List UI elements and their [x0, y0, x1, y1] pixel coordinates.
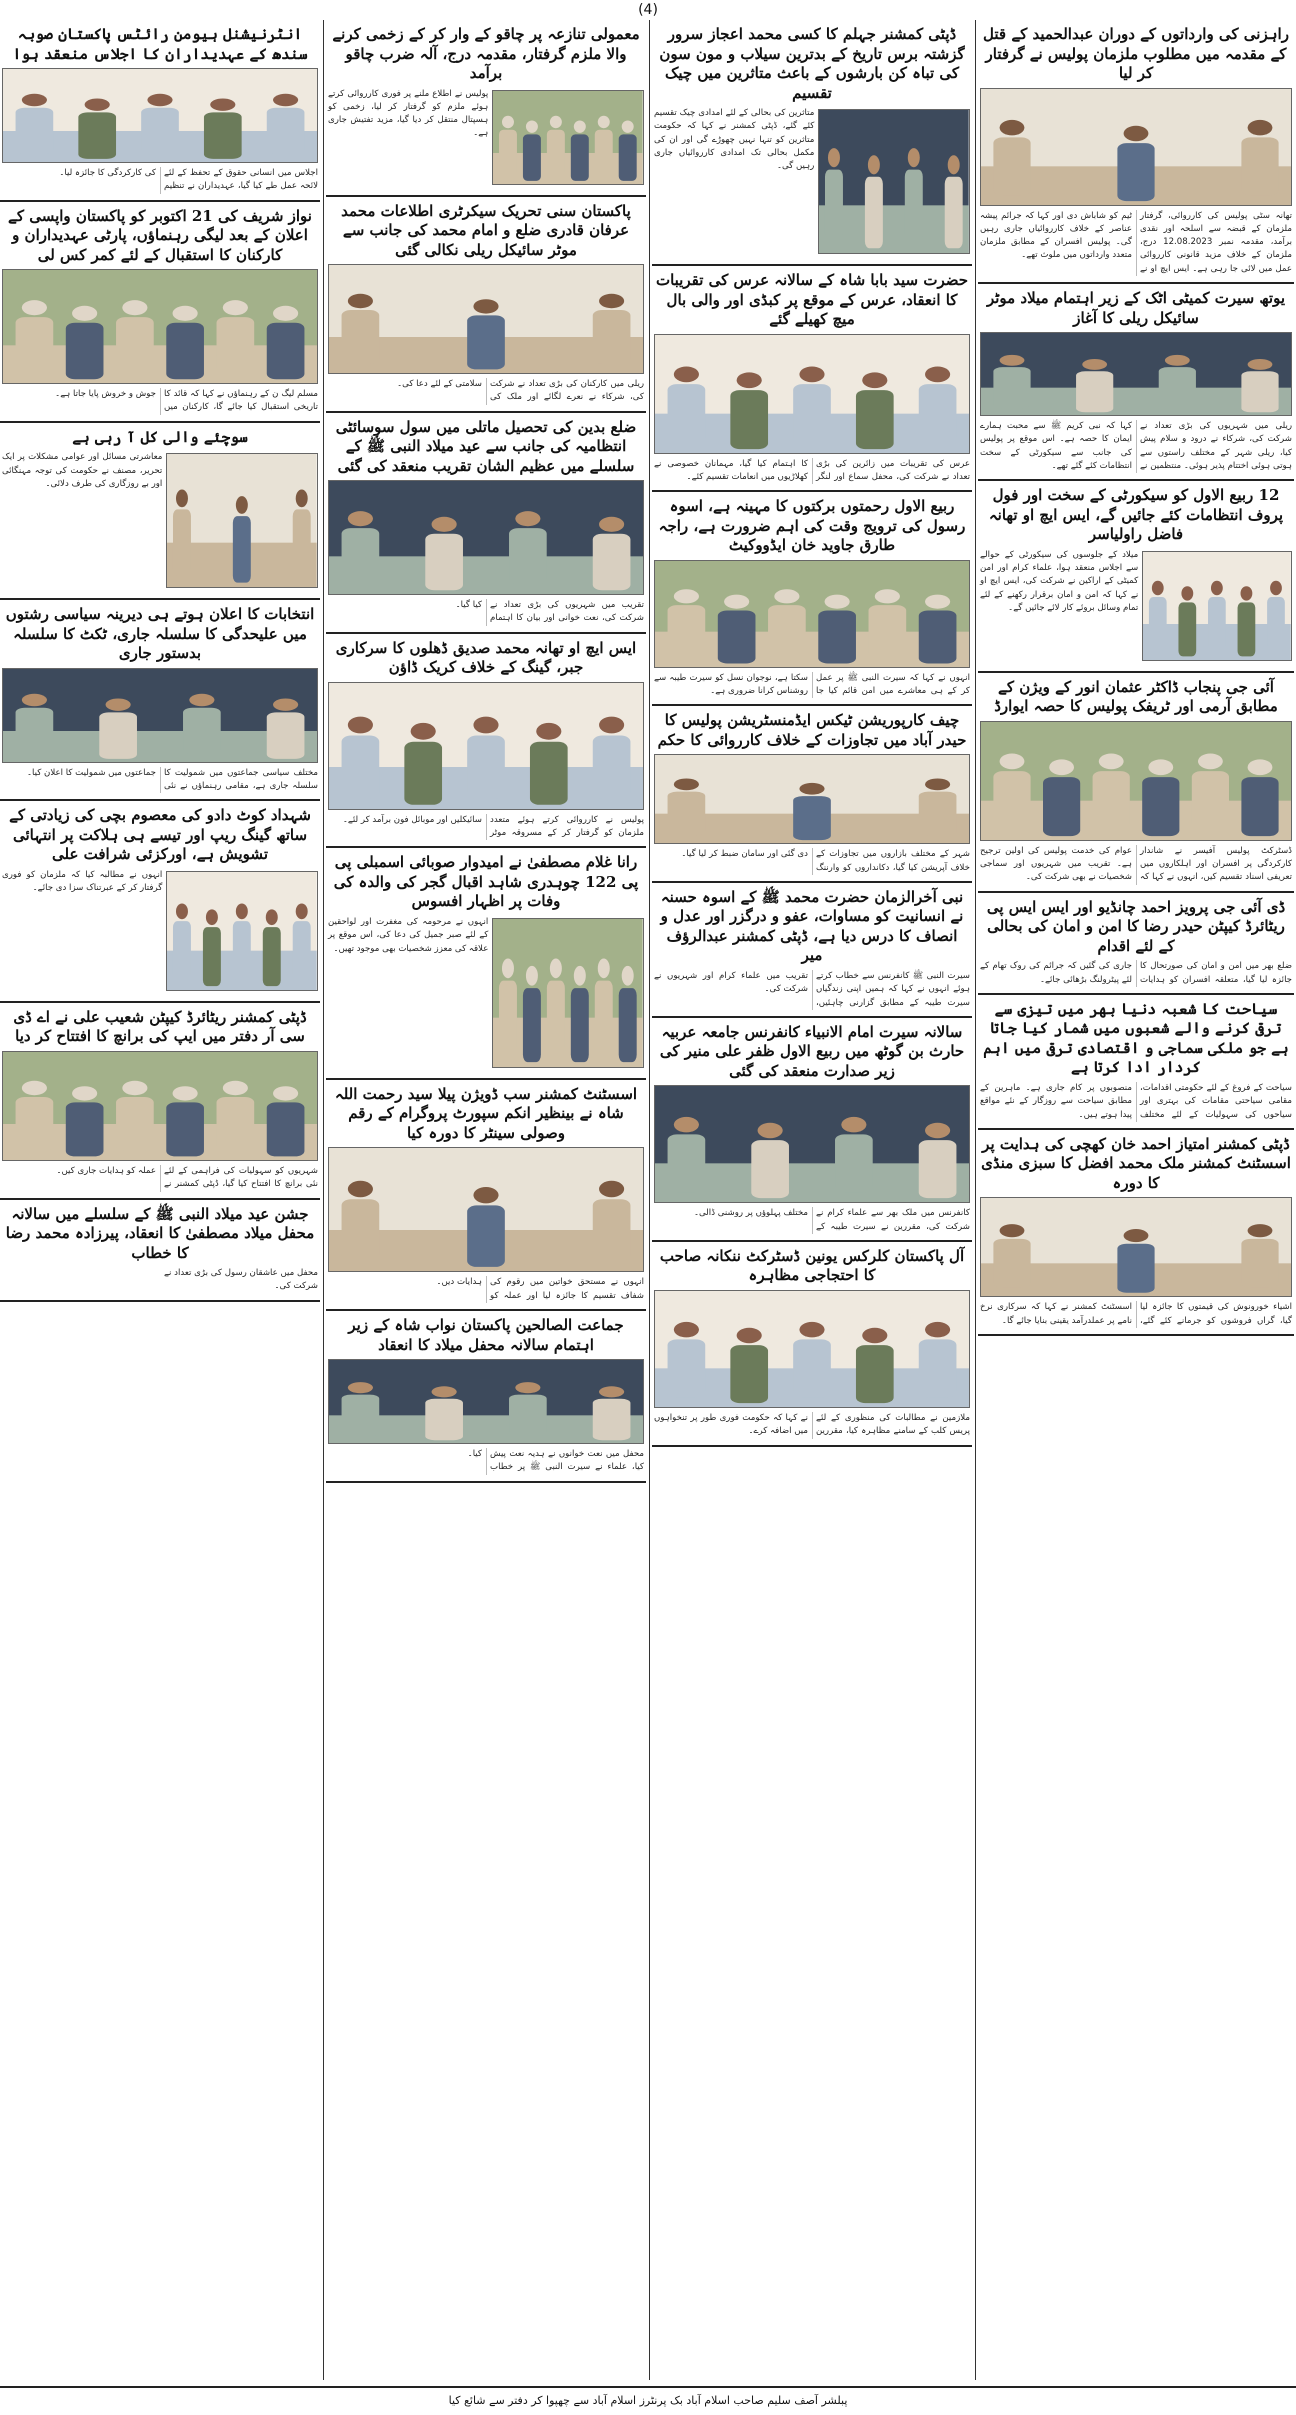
page-number: (4) [638, 2, 658, 18]
story-body: میلاد کے جلوسوں کی سیکورٹی کے حوالے سے اجلاس منعقد ہوا، علماء کرام اور امن کمیٹی کے اراکین نے شرکت کی، ایس ایچ او نے کہا کہ امن و امان برقرار رکھنے کے لئے تمام وسائل بروئے کار لائے جائیں گے۔ [980, 549, 1139, 614]
story-headline: ایس ایچ او تھانہ محمد صدیق ڈھلوں کا سرکاری جبر، گینگ کے خلاف کریک ڈاؤن [335, 638, 637, 677]
news-story [652, 1242, 972, 1447]
story-body: محفل میں عاشقان رسول کی بڑی تعداد نے شرکت کی۔ [164, 1268, 318, 1292]
story-body: ضلع بھر میں امن و امان کی صورتحال کا جائزہ لیا گیا، متعلقہ افسران کو ہدایات جاری کی گئیں کہ جرائم کی روک تھام کے لئے پیٹرولنگ بڑھائی جائے۔ [980, 961, 1292, 985]
news-story [0, 423, 320, 601]
story-headline: جماعت الصالحین پاکستان نواب شاہ کے زیر اہتمام سالانہ محفل میلاد کا انعقاد [348, 1316, 624, 1354]
news-photo [2, 68, 318, 163]
column-4 [0, 20, 320, 2380]
news-story [978, 1130, 1294, 1336]
story-headline: نبی آخرالزمان حضرت محمد ﷺ کے اسوہ حسنہ نے انسانیت کو مساوات، عفو و درگزر اور عدل و انصاف کا درس دیا ہے، ڈپٹی کمشنر عبدالرؤف میر [660, 887, 964, 965]
news-photo [492, 918, 644, 1068]
story-headline: جشن عید میلاد النبی ﷺ کے سلسلے میں سالانہ محفل میلاد مصطفیٰ کا انعقاد، پیرزادہ محمد رضا کا خطاب [5, 1204, 315, 1262]
news-photo [2, 1051, 318, 1161]
story-body: انہوں نے مطالبہ کیا کہ ملزمان کو فوری گرفتار کر کے عبرتناک سزا دی جائے۔ [2, 869, 163, 894]
story-body: انہوں نے مستحق خواتین میں رقوم کی شفاف تقسیم کا جائزہ لیا اور عملہ کو ہدایات دیں۔ [436, 1277, 644, 1301]
news-photo [2, 269, 318, 384]
news-photo [654, 1290, 970, 1408]
story-headline: ڈپٹی کمشنر جہلم کا کسی محمد اعجاز سرور گزشتہ برس تاریخ کے بدترین سیلاب و مون سون کی تباہ کن بارشوں کے باعث متاثرین میں چیک تقسیم [659, 25, 965, 102]
news-story [978, 673, 1294, 893]
story-headline: انتخابات کا اعلان ہوتے ہی دیرینہ سیاسی رشتوں میں علیحدگی کا سلسلہ جاری، ٹکٹ کا سلسلہ بدستور جاری [5, 605, 315, 663]
news-story [978, 20, 1294, 284]
story-headline: 12 ربیع الاول کو سیکورٹی کے سخت اور فول پروف انتظامات کئے جائیں گے، ایس ایچ او تھانہ فاضل راولیاسر [988, 486, 1284, 544]
story-body: مختلف سیاسی جماعتوں میں شمولیت کا سلسلہ جاری ہے، مقامی رہنماؤں نے نئی جماعتوں میں شمولیت کا اعلان کیا۔ [26, 767, 318, 792]
story-body: ریلی میں کارکنان کی بڑی تعداد نے شرکت کی، شرکاء نے نعرے لگائے اور ملک کی سلامتی کے لئے دعا کی۔ [397, 379, 644, 403]
news-photo [980, 88, 1292, 206]
story-headline: آئی جی پنجاب ڈاکٹر عثمان انور کے ویژن کے مطابق آرمی اور ٹریفک پولیس کا حصہ ایوارڈ [994, 677, 1278, 716]
story-headline: پاکستان سنی تحریک سیکرٹری اطلاعات محمد عرفان قادری ضلع و امام محمد کی جانب سے موٹر سائیکل ریلی نکالی گئی [341, 201, 631, 259]
news-story [0, 20, 320, 202]
news-story [326, 20, 646, 197]
news-photo [328, 682, 644, 810]
story-body: اشیاء خورونوش کی قیمتوں کا جائزہ لیا گیا، گراں فروشوں کو جرمانے کئے گئے، اسسٹنٹ کمشنر نے کہا کہ سرکاری نرخ نامے پر عملدرآمد یقینی بنایا جائے گا۔ [980, 1302, 1292, 1326]
story-headline: رانا غلام مصطفیٰ نے امیدوار صوبائی اسمبلی پی پی 122 چوہدری شاہد اقبال گجر کی والدہ کی وفات پر اظہار افسوس [333, 853, 639, 911]
news-story [326, 848, 646, 1080]
news-story [0, 801, 320, 1003]
news-story [652, 883, 972, 1018]
story-body: اجلاس میں انسانی حقوق کے تحفظ کے لئے لائحہ عمل طے کیا گیا، عہدیداران نے تنظیم کی کارکردگی کا جائزہ لیا۔ [59, 168, 318, 192]
story-headline: حضرت سید بابا شاہ کے سالانہ عرس کی تقریبات کا انعقاد، عرس کے موقع پر کبڈی اور والی بال میچ کھیلے گئے [655, 271, 969, 328]
news-story [652, 266, 972, 492]
story-headline: ربیع الاول رحمتوں برکتوں کا مہینہ ہے، اسوہ رسول کی ترویج وقت کی اہم ضرورت ہے، راجہ طارق جاوید خان ایڈووکیٹ [658, 497, 966, 555]
news-photo [980, 721, 1292, 841]
story-body: پولیس نے کارروائی کرتے ہوئے متعدد ملزمان کو گرفتار کر کے مسروقہ موٹر سائیکلیں اور موبائل فون برآمد کر لئے۔ [342, 814, 644, 839]
story-body: سیرت النبی ﷺ کانفرنس سے خطاب کرتے ہوئے انہوں نے کہا کہ ہمیں اپنی زندگیاں سیرت طیبہ کے مطابق گزارنی چاہئیں، تقریب میں علماء کرام اور شہریوں نے شرکت کی۔ [654, 970, 970, 1008]
story-body: کانفرنس میں ملک بھر سے علماء کرام نے شرکت کی، مقررین نے سیرت طیبہ کے مختلف پہلوؤں پر روشنی ڈالی۔ [693, 1208, 970, 1232]
story-headline: اسسٹنٹ کمشنر سب ڈویژن پیلا سید رحمت اللہ شاہ نے بینظیر انکم سپورٹ پروگرام کے رقم وصولی سینٹر کا دورہ کیا [334, 1084, 638, 1142]
news-photo [1142, 551, 1292, 661]
story-headline: آل پاکستان کلرکس یونین ڈسٹرکٹ ننکانہ صاحب کا احتجاجی مظاہرہ [659, 1246, 965, 1285]
news-photo [980, 1197, 1292, 1297]
news-photo [654, 754, 970, 844]
column-2 [652, 20, 972, 2380]
story-body: محفل میں نعت خوانوں نے ہدیہ نعت پیش کیا، علماء نے سیرت النبی ﷺ پر خطاب کیا۔ [467, 1449, 644, 1473]
news-story [652, 492, 972, 706]
news-story [0, 1003, 320, 1200]
column-1 [978, 20, 1294, 2380]
story-headline: راہزنی کی وارداتوں کے دوران عبدالحمید کے قتل کے مقدمہ میں مطلوب ملزمان پولیس نے گرفتار کر لیا [983, 25, 1289, 82]
news-story [0, 600, 320, 801]
story-body: انہوں نے کہا کہ سیرت النبی ﷺ پر عمل کر کے ہی معاشرے میں امن قائم کیا جا سکتا ہے، نوجوان نسل کو سیرت طیبہ سے روشناس کرانا ضروری ہے۔ [654, 672, 970, 696]
news-story [0, 202, 320, 423]
news-photo [980, 332, 1292, 416]
news-story [978, 995, 1294, 1130]
news-photo [2, 668, 318, 763]
column-3 [326, 20, 646, 2380]
news-photo [492, 90, 644, 185]
story-body: انہوں نے مرحومہ کی مغفرت اور لواحقین کے لئے صبر جمیل کی دعا کی، اس موقع پر علاقہ کی معزز شخصیات بھی موجود تھیں۔ [328, 916, 489, 954]
story-headline: شہداد کوٹ دادو کی معصوم بچی کی زیادتی کے ساتھ گینگ ریپ اور تیسے ہی ہلاکت پر انتہائی تشویش ہے، اورکزئی شرافت علی [9, 806, 311, 864]
story-headline: چیف کارپوریشن ٹیکس ایڈمنسٹریشن پولیس کا حیدر آباد میں تجاوزات کے خلاف کارروائی کا حکم [657, 711, 967, 749]
story-headline: معمولی تنازعہ پر چاقو کے وار کر کے زخمی کرنے والا ملزم گرفتار، مقدمہ درج، آلہ ضرب چاقو برآمد [332, 25, 640, 82]
story-body: عرس کی تقریبات میں زائرین کی بڑی تعداد نے شرکت کی، محفل سماع اور لنگر کا اہتمام کیا گیا، مہمانان خصوصی نے کھلاڑیوں میں انعامات تقسیم کئے۔ [654, 458, 970, 482]
story-headline: ڈی آئی جی پرویز احمد چانڈیو اور ایس ایس پی ریٹائرڈ کیپٹن حیدر رضا کا امن و امان کی بحالی کے لئے اقدام [986, 897, 1286, 955]
news-photo [166, 871, 318, 991]
news-story [326, 1311, 646, 1483]
story-headline: ڈپٹی کمشنر ریٹائرڈ کیپٹن شعیب علی نے اے ڈی سی آر دفتر میں ایپ کی برانچ کا افتتاح کر دیا [13, 1007, 307, 1046]
story-body: سیاحت کے فروغ کے لئے حکومتی اقدامات، مقامی سیاحتی مقامات کی بہتری اور سیاحوں کی سہولیات کے لئے مختلف منصوبوں پر کام جاری ہے۔ ماہرین کے مطابق سیاحت سے روزگار کے نئے مواقع پیدا ہوتے ہیں۔ [980, 1082, 1292, 1120]
news-story [326, 413, 646, 634]
news-photo [328, 1147, 644, 1272]
news-story [326, 197, 646, 413]
news-photo [328, 1359, 644, 1444]
story-body: مسلم لیگ ن کے رہنماؤں نے کہا کہ قائد کا تاریخی استقبال کیا جائے گا، کارکنان میں جوش و خروش پایا جاتا ہے۔ [55, 389, 318, 413]
story-body: ریلی میں شہریوں کی بڑی تعداد نے شرکت کی، شرکاء نے درود و سلام پیش کیا، ریلی شہر کے مختلف راستوں سے ہوتی ہوئی اختتام پذیر ہوئی۔ منتظمین نے کہا کہ نبی کریم ﷺ سے محبت ہمارے ایمان کا حصہ ہے۔ اس موقع پر پولیس کی جانب سے سیکورٹی کے سخت انتظامات کئے گئے تھے۔ [980, 421, 1292, 471]
news-photo [654, 560, 970, 668]
story-body: شہر کے مختلف بازاروں میں تجاوزات کے خلاف آپریشن کیا گیا، دکانداروں کو وارننگ دی گئی اور سامان ضبط کر لیا گیا۔ [681, 849, 970, 873]
publisher-imprint: پبلشر آصف سلیم صاحب اسلام آباد بک پرنٹرز اسلام آباد سے چھپوا کر دفتر سے شائع کیا [0, 2386, 1296, 2415]
story-headline: انٹرنیشنل ہیومن رائٹس پاکستان صوبہ سندھ کے عہدیداران کا اجلاس منعقد ہوا [12, 25, 308, 63]
story-body: ملازمین نے مطالبات کی منظوری کے لئے پریس کلب کے سامنے مظاہرہ کیا، مقررین نے کہا کہ حکومت فوری طور پر تنخواہوں میں اضافہ کرے۔ [654, 1412, 970, 1437]
news-story [652, 20, 972, 266]
story-headline: سیاحت کا شعبہ دنیا بھر میں تیزی سے ترقی کرنے والے شعبوں میں شمار کیا جاتا ہے جو ملکی سماجی و اقتصادی ترقی میں اہم کردار ادا کرتا ہے [983, 999, 1289, 1077]
news-story [978, 893, 1294, 995]
news-photo [328, 264, 644, 374]
news-photo [166, 453, 318, 588]
story-headline: سوچئے والی کل آ رہی ہے [72, 427, 248, 446]
news-story [978, 284, 1294, 481]
story-headline: نواز شریف کی 21 اکتوبر کو پاکستان واپسی کے اعلان کے بعد لیگی رہنماؤں، پارٹی عہدیداران و کارکنان کا استقبال کے لئے کمر کس لی [8, 206, 312, 264]
news-story [652, 1018, 972, 1242]
story-headline: سالانہ سیرت امام الانبیاء کانفرنس جامعہ عربیہ حارث بن گوٹھ میں ربیع الاول ظفر علی منیر کی زیر صدارت منعقد کی گئی [659, 1022, 965, 1080]
news-story [0, 1200, 320, 1302]
news-photo [818, 109, 970, 254]
news-story [326, 634, 646, 849]
news-photo [654, 1085, 970, 1203]
story-body: ڈسٹرکٹ پولیس آفیسر نے شاندار کارکردگی پر افسران اور اہلکاروں میں تعریفی اسناد تقسیم کیں، انہوں نے کہا کہ عوام کی خدمت پولیس کی اولین ترجیح ہے۔ تقریب میں شہریوں اور سماجی شخصیات نے بھی شرکت کی۔ [980, 845, 1292, 883]
story-body: تھانہ سٹی پولیس کی کارروائی، گرفتار ملزمان کے قبضہ سے اسلحہ اور نقدی برآمد، مقدمہ نمبر 12.08.2023 درج، ملزمان کے خلاف مزید قانونی کارروائی عمل میں لائی جا رہی ہے۔ ایس ایچ او نے ٹیم کو شاباش دی اور کہا کہ جرائم پیشہ عناصر کے خلاف کارروائیاں جاری رہیں گی۔ پولیس افسران کے مطابق ملزمان متعدد وارداتوں میں ملوث تھے۔ [980, 210, 1293, 274]
story-headline: یوتھ سیرت کمیٹی اٹک کے زیر اہتمام میلاد موٹر سائیکل ریلی کا آغاز [986, 289, 1286, 327]
news-story [978, 481, 1294, 673]
story-headline: ضلع بدین کی تحصیل ماتلی میں سول سوسائٹی انتظامیہ کی جانب سے عید میلاد النبی ﷺ کے سلسلے میں عظیم الشان تقریب منعقد کی گئی [335, 417, 637, 475]
news-photo [328, 480, 644, 595]
news-photo [654, 334, 970, 454]
story-body: متاثرین کی بحالی کے لئے امدادی چیک تقسیم کئے گئے، ڈپٹی کمشنر نے کہا کہ حکومت متاثرین کو تنہا نہیں چھوڑے گی اور ان کی مکمل بحالی تک امدادی کارروائیاں جاری رہیں گی۔ [654, 108, 815, 172]
story-body: پولیس نے اطلاع ملنے پر فوری کارروائی کرتے ہوئے ملزم کو گرفتار کر لیا، زخمی کو ہسپتال منتقل کر دیا گیا، مزید تفتیش جاری ہے۔ [328, 88, 489, 139]
news-story [326, 1080, 646, 1311]
story-body: تقریب میں شہریوں کی بڑی تعداد نے شرکت کی، نعت خوانی اور بیان کا اہتمام کیا گیا۔ [455, 600, 644, 624]
news-story [652, 706, 972, 883]
story-body: شہریوں کو سہولیات کی فراہمی کے لئے نئی برانچ کا افتتاح کیا گیا، ڈپٹی کمشنر نے عملہ کو ہدایات جاری کیں۔ [56, 1165, 318, 1190]
story-body: معاشرتی مسائل اور عوامی مشکلات پر ایک تحریر، مصنف نے حکومت کی توجہ مہنگائی اور بے روزگاری کی طرف دلائی۔ [2, 452, 163, 489]
story-headline: ڈپٹی کمشنر امتیاز احمد خان کھچی کی ہدایت پر اسسٹنٹ کمشنر ملک محمد افضل کا سبزی منڈی کا دورہ [981, 1134, 1291, 1192]
